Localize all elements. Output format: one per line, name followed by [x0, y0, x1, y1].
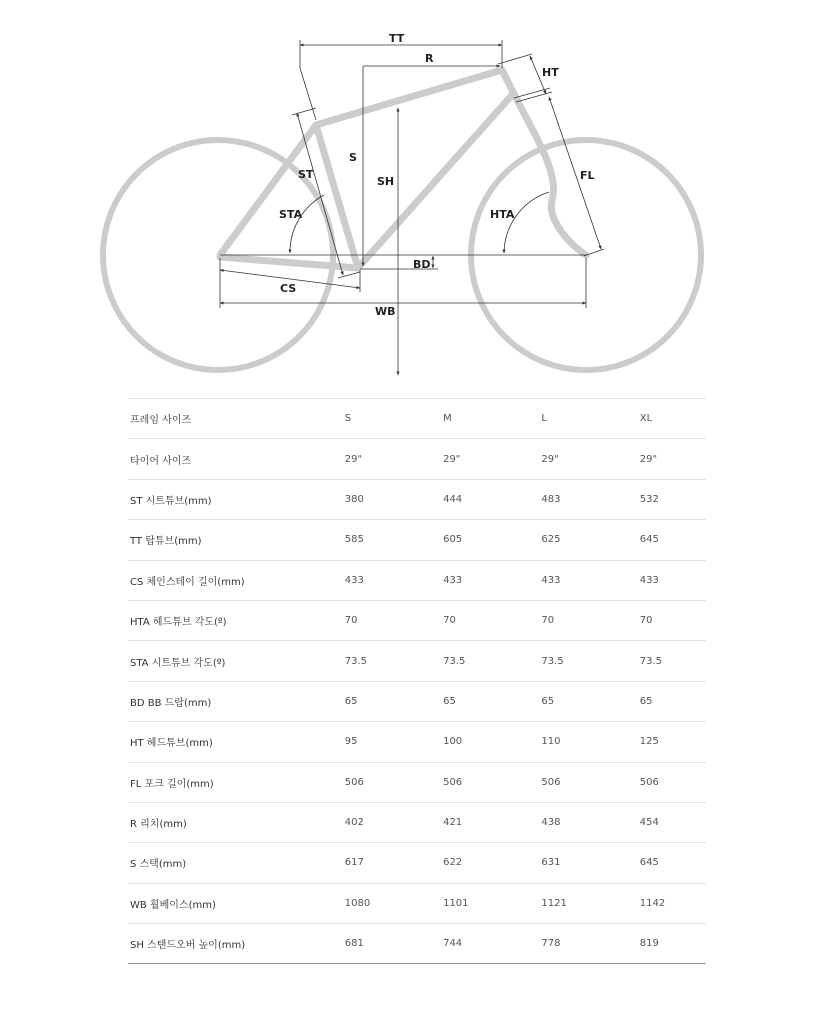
bike-geometry-diagram	[0, 0, 822, 390]
cell-value: 1080	[345, 883, 443, 923]
seat-tube	[316, 125, 358, 268]
cell-value: 70	[345, 600, 443, 640]
cell-value: 29"	[541, 439, 639, 479]
cell-value: 65	[345, 681, 443, 721]
cell-value: 73.5	[345, 641, 443, 681]
table-header-row	[128, 399, 706, 439]
cell-value: 29"	[345, 439, 443, 479]
table-row	[128, 802, 706, 842]
cell-value: 454	[640, 802, 706, 842]
cell-value: 380	[345, 479, 443, 519]
hta-angle-arc	[504, 192, 549, 253]
row-label: SH 스탠드오버 높이(mm)	[128, 924, 345, 964]
top-tube	[316, 70, 502, 125]
row-label: R 리치(mm)	[128, 802, 345, 842]
table-row	[128, 641, 706, 681]
cell-value: 73.5	[443, 641, 541, 681]
cell-value: 778	[541, 924, 639, 964]
cell-value: 125	[640, 722, 706, 762]
cell-value: 506	[443, 762, 541, 802]
cell-value: 1121	[541, 883, 639, 923]
cell-value: 29"	[640, 439, 706, 479]
cell-value: 110	[541, 722, 639, 762]
r-label: R	[425, 52, 434, 65]
table-row	[128, 722, 706, 762]
hta-label: HTA	[490, 208, 515, 221]
row-label: 타이어 사이즈	[128, 439, 345, 479]
cell-value: 631	[541, 843, 639, 883]
geometry-table	[128, 398, 706, 964]
fl-label: FL	[580, 169, 595, 182]
cell-value: 433	[640, 560, 706, 600]
table-row	[128, 843, 706, 883]
row-label: BD BB 드랍(mm)	[128, 681, 345, 721]
cell-value: 70	[640, 600, 706, 640]
table-row	[128, 479, 706, 519]
cell-value: 585	[345, 520, 443, 560]
row-label: WB 휠베이스(mm)	[128, 883, 345, 923]
cell-value: 622	[443, 843, 541, 883]
cell-value: 819	[640, 924, 706, 964]
cell-value: 65	[443, 681, 541, 721]
cell-value: 645	[640, 843, 706, 883]
bike-geometry-svg	[0, 0, 822, 390]
cell-value: 433	[443, 560, 541, 600]
cell-value: 70	[541, 600, 639, 640]
cell-value: 645	[640, 520, 706, 560]
sh-label: SH	[377, 175, 395, 188]
table-row	[128, 560, 706, 600]
cell-value: 605	[443, 520, 541, 560]
sta-label: STA	[279, 208, 303, 221]
cell-value: 73.5	[541, 641, 639, 681]
s-label: S	[349, 151, 357, 164]
cell-value: 1101	[443, 883, 541, 923]
row-label: FL 포크 길이(mm)	[128, 762, 345, 802]
table-row	[128, 439, 706, 479]
fork	[518, 102, 586, 255]
cell-value: 402	[345, 802, 443, 842]
cell-value: 1142	[640, 883, 706, 923]
ht-label: HT	[542, 66, 559, 79]
cell-value: 433	[541, 560, 639, 600]
cell-value: 433	[345, 560, 443, 600]
cell-value: 421	[443, 802, 541, 842]
size-header-s: S	[345, 399, 443, 439]
bd-label: BD	[413, 258, 431, 271]
row-label: STA 시트튜브 각도(º)	[128, 641, 345, 681]
row-label: TT 탑튜브(mm)	[128, 520, 345, 560]
table-row	[128, 762, 706, 802]
table-row	[128, 883, 706, 923]
cell-value: 506	[345, 762, 443, 802]
row-label: S 스택(mm)	[128, 843, 345, 883]
cell-value: 625	[541, 520, 639, 560]
row-label: ST 시트튜브(mm)	[128, 479, 345, 519]
cell-value: 65	[640, 681, 706, 721]
cell-value: 29"	[443, 439, 541, 479]
cell-value: 70	[443, 600, 541, 640]
frame-size-header: 프레임 사이즈	[128, 399, 345, 439]
chainstay-tube	[220, 257, 358, 268]
size-header-xl: XL	[640, 399, 706, 439]
cell-value: 65	[541, 681, 639, 721]
cell-value: 73.5	[640, 641, 706, 681]
cell-value: 681	[345, 924, 443, 964]
seatstay-tube	[220, 125, 316, 255]
cell-value: 506	[640, 762, 706, 802]
cell-value: 506	[541, 762, 639, 802]
cell-value: 444	[443, 479, 541, 519]
cell-value: 483	[541, 479, 639, 519]
size-header-m: M	[443, 399, 541, 439]
wb-label: WB	[375, 305, 396, 318]
size-header-l: L	[541, 399, 639, 439]
table-row	[128, 924, 706, 964]
cs-label: CS	[280, 282, 297, 295]
row-label: HT 헤드튜브(mm)	[128, 722, 345, 762]
table-row	[128, 520, 706, 560]
table-row	[128, 600, 706, 640]
cell-value: 100	[443, 722, 541, 762]
tt-label: TT	[389, 32, 405, 45]
row-label: HTA 헤드튜브 각도(º)	[128, 600, 345, 640]
table-row	[128, 681, 706, 721]
st-label: ST	[298, 168, 314, 181]
cell-value: 532	[640, 479, 706, 519]
cell-value: 744	[443, 924, 541, 964]
cell-value: 95	[345, 722, 443, 762]
cell-value: 438	[541, 802, 639, 842]
row-label: CS 체인스테이 길이(mm)	[128, 560, 345, 600]
cell-value: 617	[345, 843, 443, 883]
